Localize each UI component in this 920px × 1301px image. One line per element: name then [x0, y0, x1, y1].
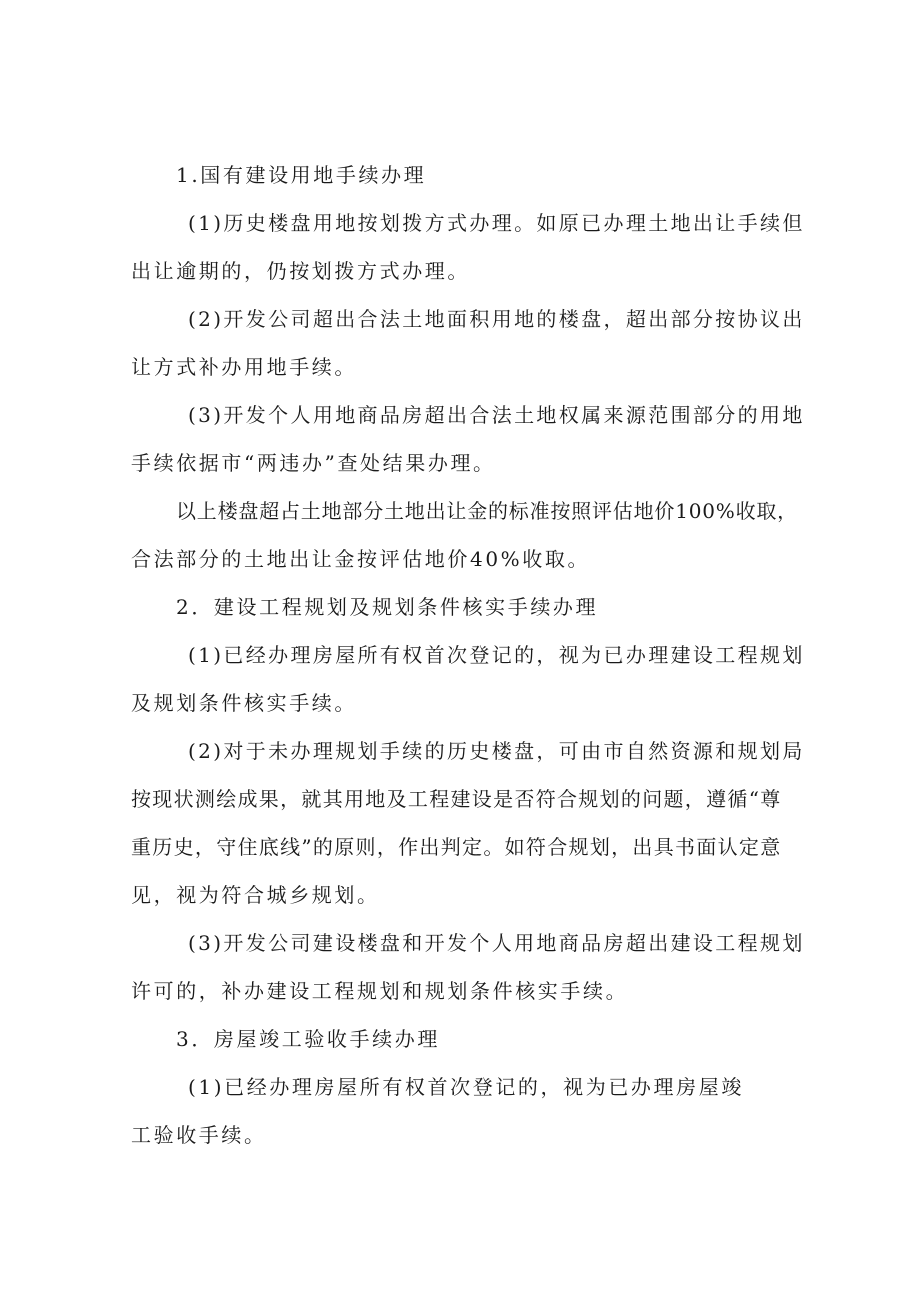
- paragraph-line: 见，视为符合城乡规划。: [131, 883, 380, 907]
- paragraph-line: 许可的，补办建设工程规划和规划条件核实手续。: [131, 979, 629, 1003]
- paragraph-line: (2)开发公司超出合法土地面积用地的楼盘，超出部分按协议出: [188, 307, 805, 331]
- paragraph-line: 以上楼盘超占土地部分土地出让金的标准按照评估地价100%收取，: [176, 499, 798, 523]
- paragraph-line: 工验收手续。: [131, 1123, 267, 1147]
- paragraph-line: 按现状测绘成果，就其用地及工程建设是否符合规划的问题，遵循“尊: [131, 787, 782, 811]
- paragraph-line: (3)开发公司建设楼盘和开发个人用地商品房超出建设工程规划: [188, 931, 805, 955]
- paragraph-line: 出让逾期的，仍按划拨方式办理。: [131, 259, 470, 283]
- paragraph-line: (1)已经办理房屋所有权首次登记的，视为已办理建设工程规划: [188, 643, 805, 667]
- paragraph-line: (1)历史楼盘用地按划拨方式办理。如原已办理土地出让手续但: [188, 211, 805, 235]
- paragraph-line: 让方式补办用地手续。: [131, 355, 357, 379]
- section-heading-3: 3．房屋竣工验收手续办理: [176, 1027, 440, 1051]
- section-heading-1: 1.国有建设用地手续办理: [176, 163, 427, 187]
- paragraph-line: 合法部分的土地出让金按评估地价40%收取。: [131, 547, 591, 571]
- paragraph-line: (1)已经办理房屋所有权首次登记的，视为已办理房屋竣: [188, 1075, 744, 1099]
- section-heading-2: 2．建设工程规划及规划条件核实手续办理: [176, 595, 599, 619]
- paragraph-line: (2)对于未办理规划手续的历史楼盘，可由市自然资源和规划局: [188, 739, 805, 763]
- paragraph-line: 手续依据市“两违办”查处结果办理。: [131, 451, 496, 475]
- paragraph-line: 及规划条件核实手续。: [131, 691, 357, 715]
- paragraph-line: 重历史，守住底线”的原则，作出判定。如符合规划，出具书面认定意: [131, 835, 782, 859]
- paragraph-line: (3)开发个人用地商品房超出合法土地权属来源范围部分的用地: [188, 403, 805, 427]
